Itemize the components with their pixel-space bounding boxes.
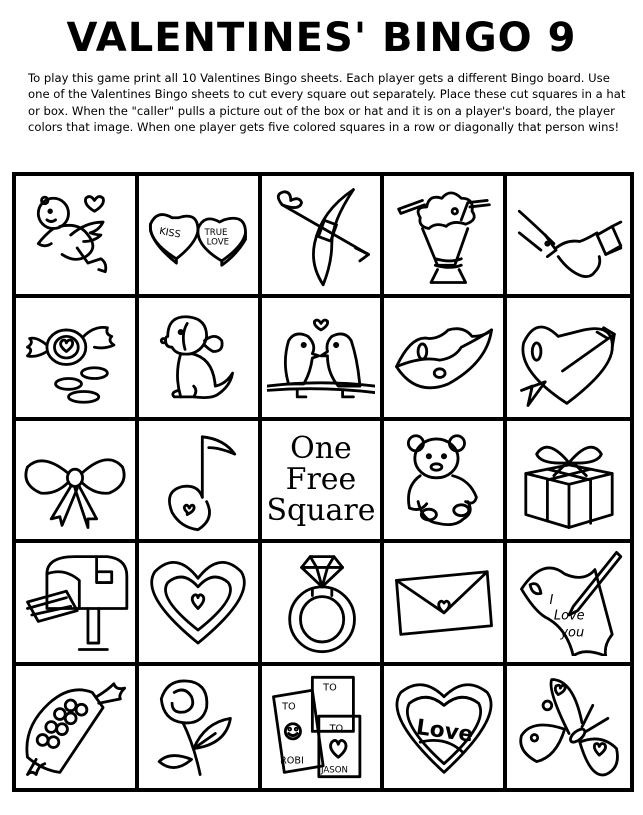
gift-box-icon: [515, 426, 623, 534]
cell-cupid[interactable]: [16, 176, 139, 298]
svg-text:ROBI: ROBI: [279, 755, 304, 767]
page-title: VALENTINES' BINGO 9: [66, 15, 577, 61]
svg-text:JASON: JASON: [320, 765, 348, 776]
cell-candy-hearts[interactable]: [139, 176, 262, 298]
cell-love-birds[interactable]: [262, 298, 385, 420]
cell-envelope[interactable]: [384, 543, 507, 665]
free-square-line-1: One: [290, 431, 352, 467]
cell-chocolate-box[interactable]: [16, 666, 139, 788]
diamond-ring-icon: [267, 548, 375, 656]
svg-text:Love: Love: [414, 714, 475, 748]
svg-text:KISS: KISS: [158, 226, 182, 241]
lace-heart-icon: [144, 548, 252, 656]
milkshake-icon: [390, 181, 498, 289]
svg-text:TRUE: TRUE: [204, 228, 228, 239]
cell-bow-and-arrow[interactable]: [262, 176, 385, 298]
candy-hearts-icon: [144, 181, 252, 289]
cell-puppy[interactable]: [139, 298, 262, 420]
love-heart-icon: [390, 673, 498, 781]
svg-text:TO: TO: [282, 701, 296, 713]
cell-valentine-cards[interactable]: [262, 666, 385, 788]
bingo-board: [12, 172, 634, 792]
cell-lips[interactable]: [384, 298, 507, 420]
heart-arrow-icon: [515, 304, 623, 412]
music-note-heart-icon: [144, 426, 252, 534]
cupid-icon: [21, 181, 129, 289]
love-birds-icon: [267, 304, 375, 412]
cell-mailbox[interactable]: [16, 543, 139, 665]
cell-handshake[interactable]: [507, 176, 630, 298]
cell-wrapped-candy[interactable]: [16, 298, 139, 420]
cell-love-heart[interactable]: [384, 666, 507, 788]
chocolate-box-icon: [21, 673, 129, 781]
handshake-icon: [515, 181, 623, 289]
cell-free-square[interactable]: [262, 421, 385, 543]
puppy-icon: [144, 304, 252, 412]
rose-icon: [144, 673, 252, 781]
cell-love-letter[interactable]: [507, 543, 630, 665]
lips-icon: [390, 304, 498, 412]
cell-diamond-ring[interactable]: [262, 543, 385, 665]
svg-text:TO: TO: [323, 682, 337, 694]
mailbox-icon: [21, 548, 129, 656]
teddy-bear-icon: [390, 426, 498, 534]
svg-text:LOVE: LOVE: [206, 237, 230, 248]
envelope-icon: [390, 548, 498, 656]
cell-heart-with-arrow[interactable]: [507, 298, 630, 420]
cell-milkshake[interactable]: [384, 176, 507, 298]
wrapped-candy-icon: [21, 304, 129, 412]
free-square-line-3: Square: [266, 493, 376, 529]
butterfly-icon: [515, 673, 623, 781]
ribbon-bow-icon: [21, 426, 129, 534]
free-square-text: [266, 431, 376, 529]
svg-text:Love: Love: [553, 608, 585, 624]
cell-gift-box[interactable]: [507, 421, 630, 543]
cell-ribbon-bow[interactable]: [16, 421, 139, 543]
cell-rose[interactable]: [139, 666, 262, 788]
cell-butterfly[interactable]: [507, 666, 630, 788]
svg-text:I: I: [549, 593, 553, 609]
svg-text:TO: TO: [329, 723, 344, 735]
cell-music-note-heart[interactable]: [139, 421, 262, 543]
instructions-text: To play this game print all 10 Valentines Bingo sheets. Each player gets a different Bingo board. Use one of the Valentines Bingo sheets to cut every square out separately. Place these cut squares in a hat or box. When the "caller" pulls a picture out of the box or hat and it is on a player's board, the player colors that image. When one player gets five colored squares in a row or diagonally that person wins!: [28, 71, 626, 135]
cell-lace-heart[interactable]: [139, 543, 262, 665]
bow-and-arrow-icon: [267, 181, 375, 289]
love-letter-icon: [515, 548, 623, 656]
cell-teddy-bear[interactable]: [384, 421, 507, 543]
svg-text:you: you: [559, 625, 584, 641]
free-square-line-2: Free: [285, 462, 357, 498]
valentine-cards-icon: [267, 673, 375, 781]
